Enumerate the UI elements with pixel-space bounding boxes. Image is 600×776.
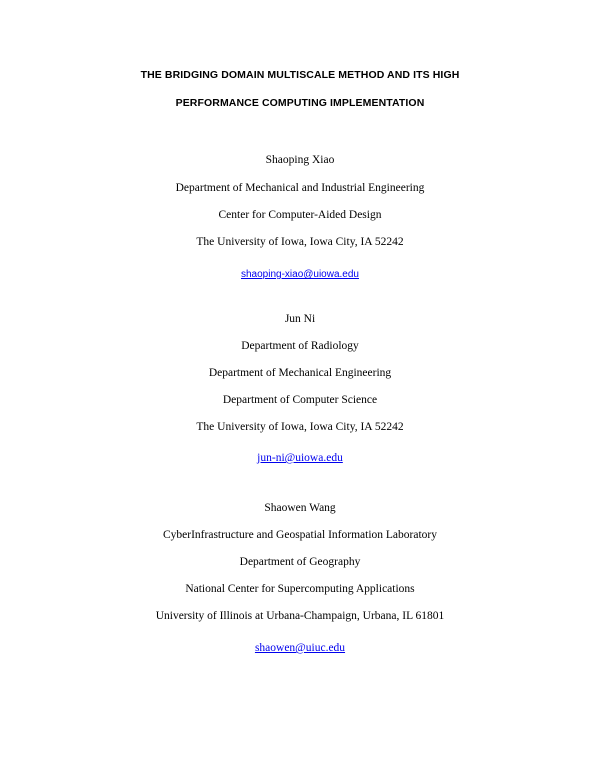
paper-title-line-1: THE BRIDGING DOMAIN MULTISCALE METHOD AND ITS HIGH xyxy=(140,69,460,81)
author-affiliation: The University of Iowa, Iowa City, IA 52242 xyxy=(196,236,404,248)
author-name: Shaowen Wang xyxy=(264,502,336,514)
author-name: Shaoping Xiao xyxy=(265,154,335,166)
paper-title-line-2: PERFORMANCE COMPUTING IMPLEMENTATION xyxy=(175,97,425,109)
author-affiliation: CyberInfrastructure and Geospatial Information Laboratory xyxy=(163,529,437,541)
author-email-row xyxy=(0,448,600,466)
author-email-link[interactable]: jun-ni@uiowa.edu xyxy=(257,452,343,464)
author-affiliation: Department of Mechanical and Industrial Engineering xyxy=(175,182,425,194)
author-affiliation: Department of Geography xyxy=(239,556,361,568)
author-affiliation: The University of Iowa, Iowa City, IA 52242 xyxy=(196,421,404,433)
author-affiliation: Department of Radiology xyxy=(241,340,359,352)
author-affiliation: University of Illinois at Urbana-Champaign, Urbana, IL 61801 xyxy=(155,610,445,622)
author-email-row xyxy=(0,638,600,656)
author-affiliation: Center for Computer-Aided Design xyxy=(218,209,382,221)
author-email-link[interactable]: shaowen@uiuc.edu xyxy=(254,642,346,654)
author-email-link[interactable]: shaoping-xiao@uiowa.edu xyxy=(240,269,359,280)
author-name: Jun Ni xyxy=(284,313,316,325)
author-affiliation: National Center for Supercomputing Applications xyxy=(185,583,415,595)
author-affiliation: Department of Computer Science xyxy=(222,394,378,406)
author-affiliation: Department of Mechanical Engineering xyxy=(208,367,392,379)
author-email-row xyxy=(0,264,600,282)
